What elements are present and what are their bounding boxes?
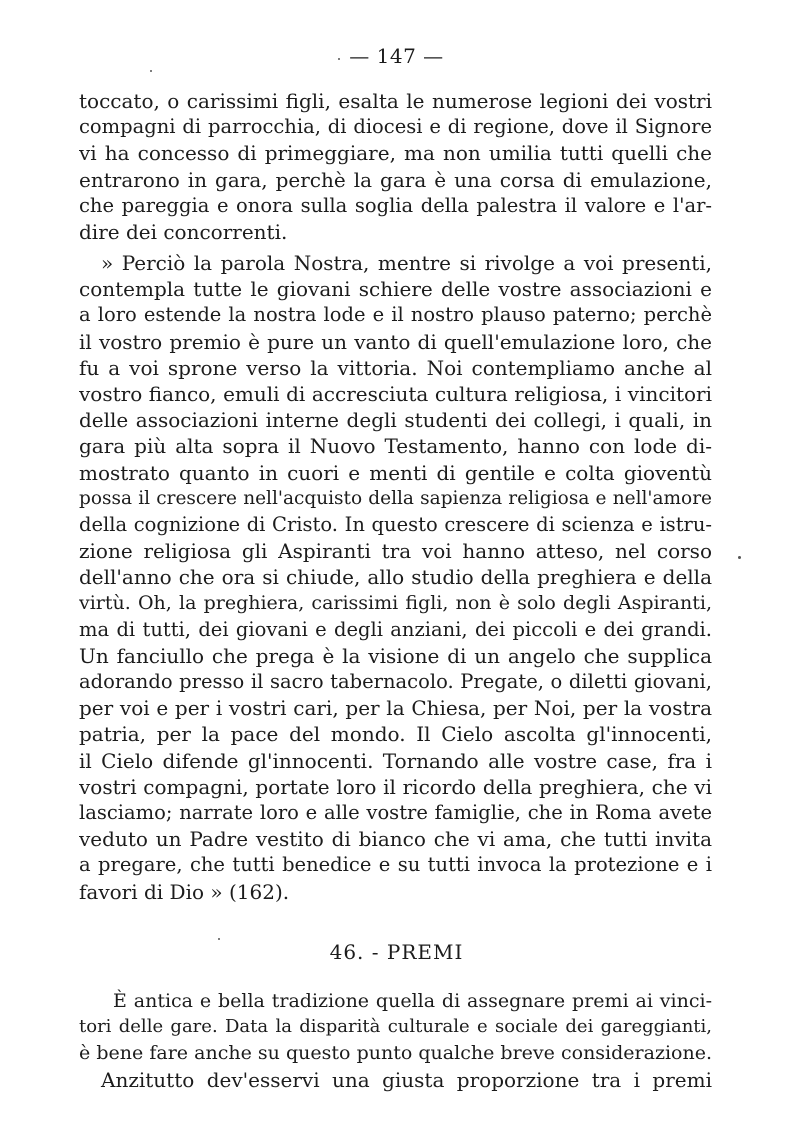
text-line: tori delle gare. Data la disparità culturale e sociale dei gareggianti, — [79, 1016, 712, 1038]
paragraph-quotation — [79, 250, 712, 905]
text-line: delle associazioni interne degli studenti dei collegi, i quali, in — [79, 408, 712, 433]
text-line: della cognizione di Cristo. In questo crescere di scienza e istru- — [79, 512, 712, 536]
page-number: — 147 — — [349, 44, 444, 68]
text-line: fu a voi sprone verso la vittoria. Noi contempliamo anche al — [79, 355, 712, 380]
paragraph-premi — [79, 988, 712, 1093]
text-line: a loro estende la nostra lode e il nostro plauso paterno; perchè — [79, 303, 712, 327]
text-line: lasciamo; narrate loro e alle vostre famiglie, che in Roma avete — [79, 800, 712, 824]
text-line: a pregare, che tutti benedice e su tutti invoca la protezione e i — [79, 853, 712, 877]
text-line: favori di Dio » (162). — [79, 879, 290, 904]
text-line: il vostro premio è pure un vanto di quell'emulazione loro, che — [79, 329, 712, 354]
print-speck — [338, 58, 340, 60]
text-line: virtù. Oh, la preghiera, carissimi figli, non è solo degli Aspiranti, — [79, 592, 712, 615]
text-line: dire dei concorrenti. — [79, 219, 288, 244]
text-line: ma di tutti, dei giovani e degli anziani, dei piccoli e dei grandi. — [79, 617, 712, 641]
text-line: è bene fare anche su questo punto qualche breve considerazione. — [79, 1042, 712, 1065]
text-line: veduto un Padre vestito di bianco che vi ama, che tutti invita — [79, 827, 712, 852]
print-speck — [150, 70, 152, 72]
text-line: adorando presso il sacro tabernacolo. Pregate, o diletti giovani, — [79, 670, 712, 693]
text-line: mostrato quanto in cuori e menti di gentile e colta gioventù — [79, 460, 712, 485]
text-line: dell'anno che ora si chiude, allo studio della preghiera e della — [79, 565, 712, 590]
text-line: toccato, o carissimi figli, esalta le numerose legioni dei vostri — [79, 89, 712, 113]
print-speck — [218, 938, 220, 940]
text-line: » Perciò la parola Nostra, mentre si rivolge a voi presenti, — [101, 251, 712, 275]
text-line: contempla tutte le giovani schiere delle vostre associazioni e — [79, 277, 712, 302]
text-line: possa il crescere nell'acquisto della sapienza religiosa e nell'amore — [79, 487, 712, 509]
text-line: gara più alta sopra il Nuovo Testamento, hanno con lode di- — [79, 434, 712, 459]
section-heading: 46. - PREMI — [329, 940, 464, 964]
print-speck — [738, 556, 741, 559]
text-line: vi ha concesso di primeggiare, ma non umilia tutti quelli che — [79, 141, 712, 166]
text-line: Un fanciullo che prega è la visione di un angelo che supplica — [79, 643, 712, 668]
text-line: È antica e bella tradizione quella di assegnare premi ai vinci- — [113, 990, 712, 1012]
text-line: il Cielo difende gl'innocenti. Tornando alle vostre case, fra i — [79, 748, 712, 773]
paragraph-continued — [79, 88, 712, 245]
text-line: che pareggia e onora sulla soglia della palestra il valore e l'ar- — [79, 193, 712, 217]
text-line: patria, per la pace del mondo. Il Cielo ascolta gl'innocenti, — [79, 722, 712, 747]
text-line: vostri compagni, portate loro il ricordo della preghiera, che vi — [79, 774, 712, 799]
text-line: vostro fianco, emuli di accresciuta cultura religiosa, i vincitori — [79, 381, 712, 406]
text-line: per voi e per i vostri cari, per la Chiesa, per Noi, per la vostra — [79, 696, 712, 721]
text-line: zione religiosa gli Aspiranti tra voi hanno atteso, nel corso — [79, 539, 712, 564]
text-line: entrarono in gara, perchè la gara è una corsa di emulazione, — [79, 167, 712, 192]
text-line: compagni di parrocchia, di diocesi e di regione, dove il Signore — [79, 115, 712, 139]
text-line: Anzitutto dev'esservi una giusta proporzione tra i premi — [101, 1067, 712, 1092]
